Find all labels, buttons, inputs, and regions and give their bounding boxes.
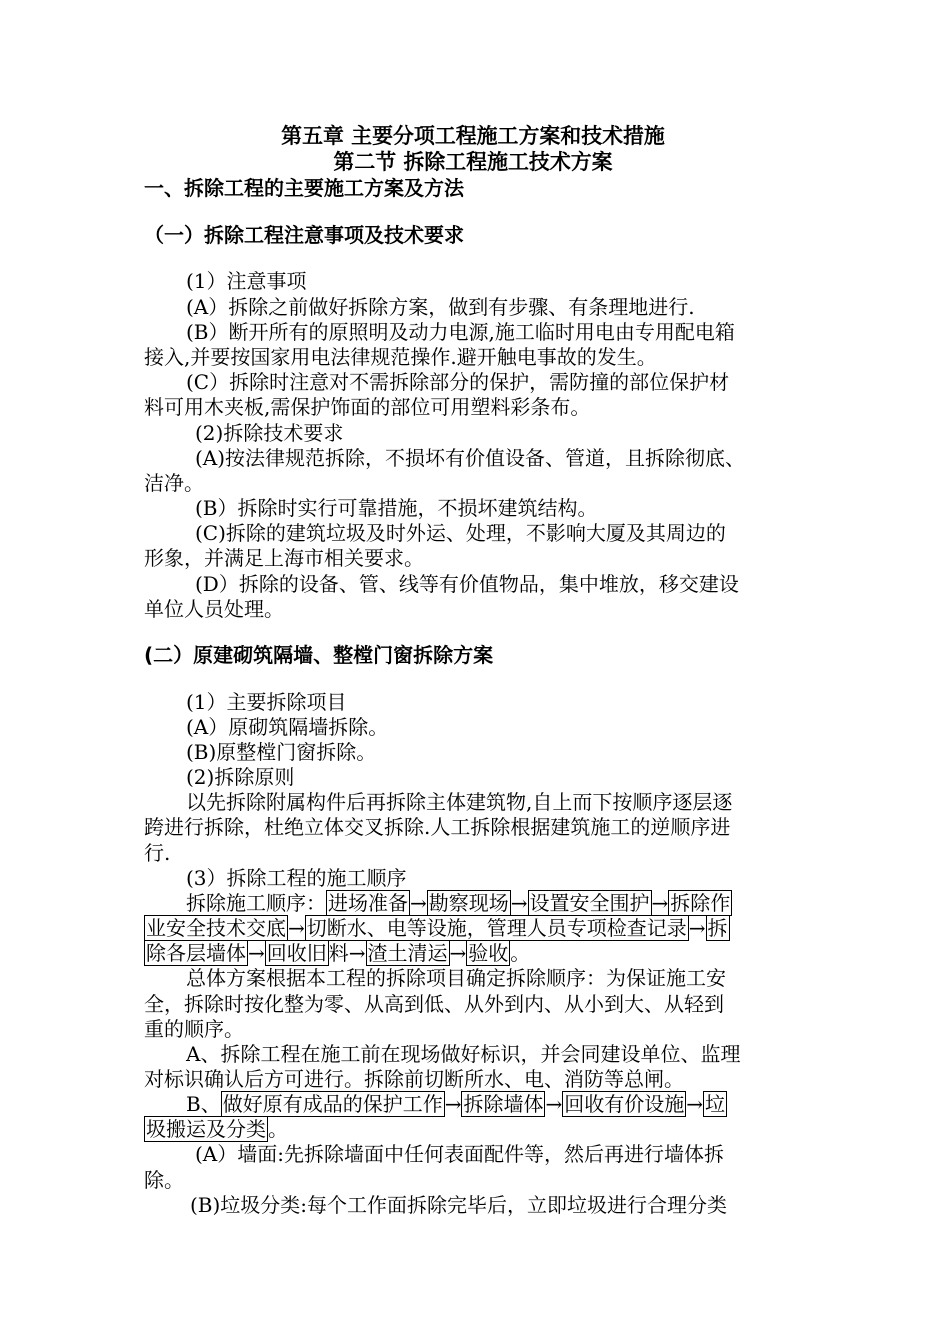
paragraph-line: (2)拆除技术要求 xyxy=(195,421,344,445)
arrow-icon: → xyxy=(688,916,706,940)
paragraph-line: 以先拆除附属构件后再拆除主体建筑物,自上而下按顺序逐层逐 xyxy=(186,790,733,814)
arrow-icon: → xyxy=(248,941,265,965)
step-box: 业安全技术交底 xyxy=(146,916,286,940)
step-box: 切断水、电等设施，管理人员专项检查记录 xyxy=(306,916,687,940)
paragraph-line: (A)按法律规范拆除，不损坏有价值设备、管道，且拆除彻底、 xyxy=(195,446,746,470)
paragraph-line: 接入,并要按国家用电法律规范操作.避开触电事故的发生。 xyxy=(144,345,657,369)
paragraph-line: 单位人员处理。 xyxy=(144,597,284,621)
paragraph-line: 重的顺序。 xyxy=(144,1017,244,1041)
arrow-icon: → xyxy=(444,1092,462,1116)
paragraph-line: (2)拆除原则 xyxy=(186,765,295,789)
paragraph-line: (C)拆除的建筑垃圾及时外运、处理，不影响大厦及其周边的 xyxy=(195,521,726,545)
subheading-2: (二）原建砌筑隔墙、整樘门窗拆除方案 xyxy=(144,643,494,667)
paragraph-line: 洁净。 xyxy=(144,471,204,495)
arrow-icon: → xyxy=(449,941,467,965)
paragraph-line: 行. xyxy=(144,841,171,865)
arrow-icon: → xyxy=(288,916,305,940)
arrow-icon: → xyxy=(651,891,669,915)
sequence-end: 。 xyxy=(510,941,531,965)
paragraph-line: 跨进行拆除，杜绝立体交叉拆除.人工拆除根据建筑施工的逆顺序进 xyxy=(144,815,731,839)
step-box: 设置安全围护 xyxy=(529,891,650,915)
step-box: 验收 xyxy=(468,941,509,965)
subheading-1: （一）拆除工程注意事项及技术要求 xyxy=(144,223,464,247)
step-box: 回收旧 xyxy=(266,941,327,965)
paragraph-line: (3）拆除工程的施工顺序 xyxy=(186,866,407,890)
paragraph-line: 对标识确认后方可进行。拆除前切断所水、电、消防等总闸。 xyxy=(144,1067,684,1091)
arrow-icon: → xyxy=(410,891,427,915)
paragraph-line: (A）原砌筑隔墙拆除。 xyxy=(186,715,389,739)
arrow-icon: → xyxy=(348,941,366,965)
paragraph-line: 总体方案根据本工程的拆除项目确定拆除顺序：为保证施工安 xyxy=(186,966,726,990)
sequence-prefix: B、 xyxy=(186,1092,221,1116)
step-box: 做好原有成品的保护工作 xyxy=(222,1092,443,1116)
step-box: 垃 xyxy=(705,1092,725,1116)
b-sequence-line-2 xyxy=(144,1116,288,1142)
step-box: 拆 xyxy=(707,916,728,940)
step-box: 圾搬运及分类 xyxy=(146,1117,266,1141)
step-box: 渣土清运 xyxy=(367,941,448,965)
paragraph-line: 全，拆除时按化整为零、从高到低、从外到内、从小到大、从轻到 xyxy=(144,992,724,1016)
step-box: 回收有价设施 xyxy=(564,1092,685,1116)
sequence-end: 。 xyxy=(268,1117,288,1141)
sequence-line-3 xyxy=(144,940,530,966)
paragraph-line: A、拆除工程在施工前在现场做好标识，并会同建设单位、监理 xyxy=(186,1042,741,1066)
sequence-line-1 xyxy=(186,890,732,916)
paragraph-line: 形象，并满足上海市相关要求。 xyxy=(144,546,424,570)
step-box: 拆除作 xyxy=(670,891,731,915)
heading-1: 一、拆除工程的主要施工方案及方法 xyxy=(144,176,464,200)
paragraph-line: (B)垃圾分类:每个工作面拆除完毕后，立即垃圾进行合理分类 xyxy=(190,1193,728,1217)
paragraph-line: (C）拆除时注意对不需拆除部分的保护，需防撞的部位保护材 xyxy=(186,370,730,394)
paragraph-line: (D）拆除的设备、管、线等有价值物品，集中堆放，移交建设 xyxy=(195,572,739,596)
paragraph-line: (B）拆除时实行可靠措施，不损坏建筑结构。 xyxy=(195,496,598,520)
arrow-icon: → xyxy=(545,1092,563,1116)
sequence-prefix: 拆除施工顺序： xyxy=(186,891,326,915)
step-box: 除各层墙体 xyxy=(146,941,246,965)
step-box: 进场准备 xyxy=(328,891,408,915)
chapter-title: 第五章 主要分项工程施工方案和技术措施 xyxy=(281,124,665,148)
arrow-icon: → xyxy=(510,891,528,915)
paragraph-line: 除。 xyxy=(144,1168,184,1192)
paragraph-line: (1）主要拆除项目 xyxy=(186,690,347,714)
paragraph-line: (A）墙面:先拆除墙面中任何表面配件等，然后再进行墙体拆 xyxy=(195,1142,724,1166)
step-text: 料 xyxy=(328,941,349,965)
section-title: 第二节 拆除工程施工技术方案 xyxy=(333,150,613,174)
paragraph-line: (B)原整樘门窗拆除。 xyxy=(186,740,377,764)
paragraph-line: (A）拆除之前做好拆除方案，做到有步骤、有条理地进行. xyxy=(186,295,695,319)
paragraph-line: (B）断开所有的原照明及动力电源,施工临时用电由专用配电箱 xyxy=(186,320,735,344)
arrow-icon: → xyxy=(686,1092,703,1116)
b-sequence-line-1 xyxy=(186,1091,727,1117)
paragraph-line: 料可用木夹板,需保护饰面的部位可用塑料彩条布。 xyxy=(144,395,591,419)
sequence-line-2 xyxy=(144,915,730,941)
step-box: 勘察现场 xyxy=(428,891,509,915)
paragraph-line: (1）注意事项 xyxy=(186,269,307,293)
step-box: 拆除墙体 xyxy=(463,1092,544,1116)
